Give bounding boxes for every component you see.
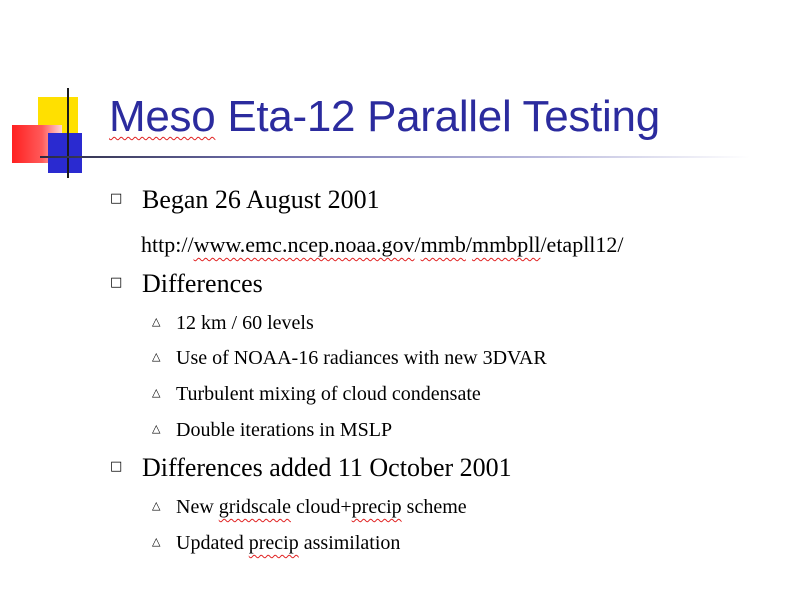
- sub-bullet: [152, 383, 481, 406]
- sub-bullet-text: Turbulent mixing of cloud condensate: [176, 383, 481, 405]
- bullet-text: Differences: [142, 269, 263, 298]
- triangle-bullet-icon: △: [152, 535, 161, 548]
- bullet-text: Differences added 11 October 2001: [142, 453, 512, 482]
- url-part: http://: [141, 232, 194, 257]
- url-part: /: [465, 232, 472, 257]
- blue-square-decoration: [48, 133, 82, 173]
- bullet-began: [110, 185, 380, 215]
- url-part: www.emc.ncep.noaa.gov: [193, 232, 415, 257]
- triangle-bullet-icon: △: [152, 315, 161, 328]
- sub-bullet-text: Double iterations in MSLP: [176, 419, 393, 441]
- square-bullet-icon: □: [110, 275, 123, 290]
- sub-bullet: [152, 347, 547, 370]
- sub-bullet: [152, 419, 393, 442]
- url-part: mmbpll: [471, 232, 541, 257]
- square-bullet-icon: □: [110, 459, 123, 474]
- triangle-bullet-icon: △: [152, 499, 161, 512]
- triangle-bullet-icon: △: [152, 422, 161, 435]
- sub-bullet-text: 12 km / 60 levels: [176, 312, 314, 334]
- bullet-differences-added: [110, 453, 512, 483]
- text-run: precip: [351, 496, 402, 518]
- url-part: /: [414, 232, 421, 257]
- text-run: New: [176, 496, 219, 518]
- sub-bullet-text: Use of NOAA-16 radiances with new 3DVAR: [176, 347, 547, 369]
- text-run: gridscale: [218, 496, 291, 518]
- sub-bullet: [152, 312, 314, 335]
- triangle-bullet-icon: △: [152, 350, 161, 363]
- square-bullet-icon: □: [110, 191, 123, 206]
- text-run: Updated: [176, 532, 249, 554]
- text-run: assimilation: [298, 532, 401, 554]
- sub-bullet: [152, 532, 401, 555]
- url-line[interactable]: [141, 232, 624, 258]
- sub-bullet: [152, 496, 467, 519]
- triangle-bullet-icon: △: [152, 386, 161, 399]
- slide-title: [109, 92, 660, 142]
- url-part: mmb: [420, 232, 466, 257]
- title-underline-rule: [40, 156, 750, 158]
- bullet-text: Began 26 August 2001: [142, 185, 380, 214]
- text-run: precip: [248, 532, 299, 554]
- title-rest: Eta-12 Parallel Testing: [215, 92, 660, 141]
- url-part: /etapll12/: [540, 232, 624, 257]
- title-word-meso: Meso: [109, 92, 216, 141]
- text-run: scheme: [401, 496, 467, 518]
- text-run: cloud+: [290, 496, 352, 518]
- vertical-rule: [67, 88, 69, 178]
- bullet-differences: [110, 269, 263, 299]
